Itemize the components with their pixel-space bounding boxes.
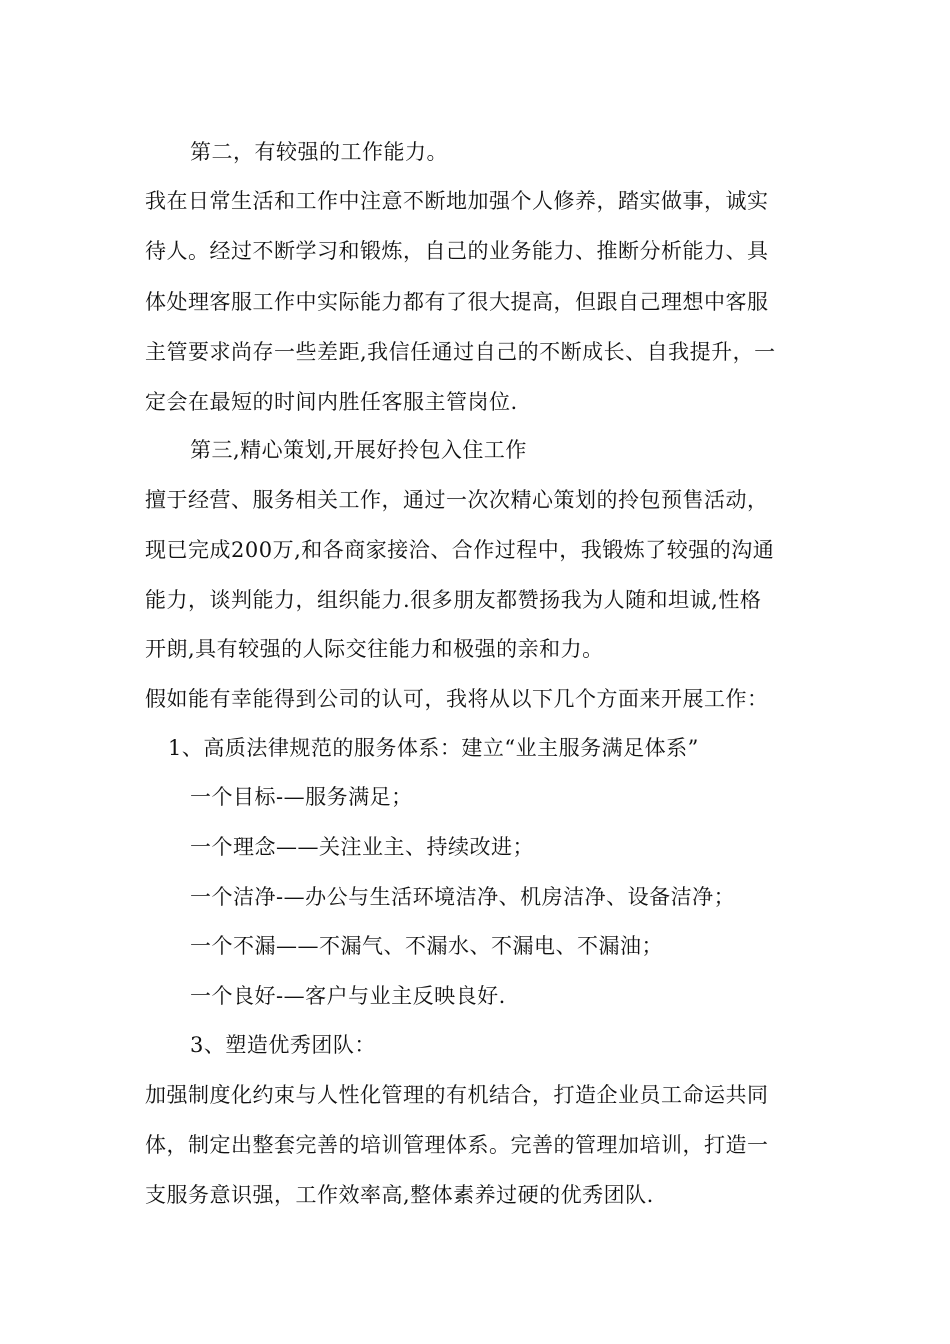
paragraph-line: 擅于经营、服务相关工作，通过一次次精心策划的拎包预售活动，	[145, 488, 769, 512]
list-item: 一个良好-—客户与业主反映良好.	[190, 984, 506, 1008]
section-heading-3: 第三,精心策划,开展好拎包入住工作	[190, 438, 527, 462]
paragraph-line: 体，制定出整套完善的培训管理体系。完善的管理加培训，打造一	[145, 1133, 769, 1157]
paragraph-line: 假如能有幸能得到公司的认可，我将从以下几个方面来开展工作：	[145, 687, 769, 711]
list-item: 一个洁净-—办公与生活环境洁净、机房洁净、设备洁净；	[190, 885, 736, 909]
paragraph-line: 主管要求尚存一些差距,我信任通过自己的不断成长、自我提升，一	[145, 340, 776, 364]
paragraph-line: 定会在最短的时间内胜任客服主管岗位.	[145, 390, 518, 414]
paragraph-line: 待人。经过不断学习和锻炼，自己的业务能力、推断分析能力、具	[145, 239, 769, 263]
paragraph-line: 能力，谈判能力，组织能力.很多朋友都赞扬我为人随和坦诚,性格	[145, 588, 762, 612]
paragraph-line: 加强制度化约束与人性化管理的有机结合，打造企业员工命运共同	[145, 1083, 769, 1107]
paragraph-line: 体处理客服工作中实际能力都有了很大提高，但跟自己理想中客服	[145, 290, 769, 314]
list-item: 一个理念——关注业主、持续改进；	[190, 835, 534, 859]
paragraph-line: 现已完成200万,和各商家接洽、合作过程中，我锻炼了较强的沟通	[145, 538, 775, 562]
list-item: 一个目标-—服务满足；	[190, 785, 413, 809]
list-heading-1: 1、高质法律规范的服务体系：建立“业主服务满足体系”	[168, 736, 699, 760]
paragraph-line: 开朗,具有较强的人际交往能力和极强的亲和力。	[145, 637, 604, 661]
list-heading-3: 3、塑造优秀团队：	[190, 1033, 376, 1057]
section-heading-2: 第二，有较强的工作能力。	[190, 140, 448, 164]
paragraph-line: 我在日常生活和工作中注意不断地加强个人修养，踏实做事，诚实	[145, 189, 769, 213]
paragraph-line: 支服务意识强，工作效率高,整体素养过硬的优秀团队.	[145, 1183, 654, 1207]
list-item: 一个不漏——不漏气、不漏水、不漏电、不漏油；	[190, 934, 663, 958]
